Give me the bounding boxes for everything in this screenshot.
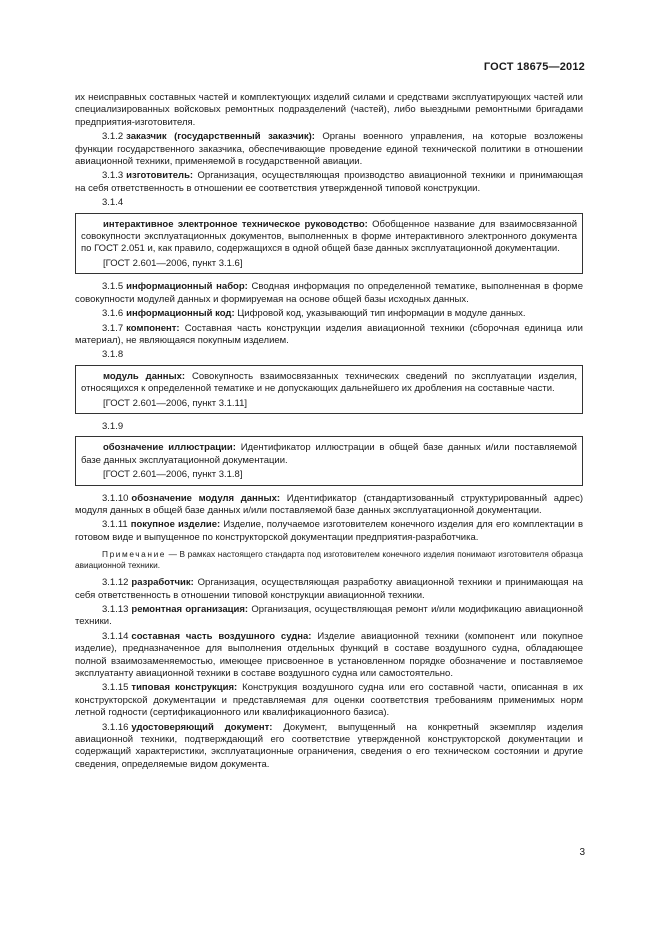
definition-text: Конструкция воздушного судна или его составной части, описанная в их конструкторской документации и представляемая для оценки соответствия требованиям применимых норм летной годности (сертификационного или квалификационного базиса).: [75, 682, 583, 719]
term: компонент:: [126, 322, 180, 334]
clause-number: 3.1.12: [102, 577, 129, 589]
clause-number: 3.1.16: [102, 721, 129, 733]
term: модуль данных:: [103, 370, 186, 382]
intro-paragraph: их неисправных составных частей и комплектующих изделий силами и средствами эксплуатирующих частей или специализированных войсковых ремонтных подразделений (частей), либо выездными ремонтными бригадами предприятия-изготовителя.: [75, 92, 583, 128]
term: составная часть воздушного судна:: [131, 630, 312, 642]
definition-text: Обобщенное название для взаимосвязанной совокупности эксплуатационных документов, выполненных в форме интерактивного электронного документа по ГОСТ 2.051 и, как правило, содержащихся в одной общей базе данных эксплуатационной документации.: [81, 218, 577, 255]
definition-3-1-8: [81, 371, 577, 396]
term: заказчик (государственный заказчик):: [126, 131, 315, 143]
definition-text: Организация, осуществляющая ремонт и/или модификацию авиационной техники.: [75, 604, 583, 628]
definition-text: Органы военного управления, на которые возложены функции государственного заказчика, обеспечивающие проведение единой технической политики в отношении авиационной техники, применяемой в государственной авиации.: [75, 131, 583, 168]
definition-text: Сводная информация по определенной тематике, выполненная в форме совокупности модулей данных и формируемая на основе общей базы исходных данных.: [75, 281, 583, 305]
clause-number-3-1-4: 3.1.4: [102, 197, 124, 209]
definition-text: Совокупность взаимосвязанных технических сведений по эксплуатации изделия, относящихся к определенной тематике и не допускающих дальнейшего их дробления на составные части.: [81, 370, 577, 395]
term: разработчик:: [131, 577, 194, 589]
term: изготовитель:: [126, 170, 194, 182]
term: удостоверяющий документ:: [131, 721, 273, 733]
clause-number: 3.1.2: [102, 131, 124, 143]
note: [75, 549, 583, 571]
definition-3-1-15: [75, 682, 583, 719]
note-text: — В рамках настоящего стандарта под изготовителем конечного изделия понимают изготовителя образца авиационной техники.: [75, 549, 583, 571]
clause-number: 3.1.5: [102, 281, 124, 293]
definition-text: Идентификатор иллюстрации в общей базе данных и/или поставляемой базе данных эксплуатационной документации.: [81, 442, 577, 466]
definition-box-3-1-8: [75, 365, 583, 414]
term: информационный код:: [126, 308, 235, 320]
term: типовая конструкция:: [131, 682, 238, 694]
reference: [ГОСТ 2.601—2006, пункт 3.1.6]: [103, 257, 243, 269]
definition-3-1-14: [75, 631, 583, 681]
reference: [ГОСТ 2.601—2006, пункт 3.1.8]: [103, 469, 243, 481]
page-number: 3: [579, 847, 585, 858]
clause-number: 3.1.6: [102, 308, 124, 320]
document-header: ГОСТ 18675—2012: [483, 61, 585, 73]
definition-3-1-6: [75, 308, 583, 320]
definition-3-1-5: [75, 281, 583, 306]
clause-number: 3.1.11: [102, 519, 128, 531]
definition-3-1-12: [75, 577, 583, 602]
term: покупное изделие:: [130, 519, 221, 531]
definition-3-1-10: [75, 493, 583, 518]
term: обозначение иллюстрации:: [103, 442, 236, 454]
clause-number: 3.1.13: [102, 604, 129, 615]
term: ремонтная организация:: [131, 604, 249, 615]
definition-text: Идентификатор (стандартизованный структурированный адрес) модуля данных в общей базе данных и/или поставляемой базе данных эксплуатационной документации.: [75, 492, 583, 516]
definition-box-3-1-9: [75, 436, 583, 485]
definition-box-3-1-4: [75, 213, 583, 275]
definition-text: Изделие, получаемое изготовителем конечного изделия для его комплектации в готовом виде и выпущенное по конструкторской документации предприятия-разработчика.: [75, 519, 583, 543]
definition-text: Составная часть конструкции изделия авиационной техники (сборочная единица или материал), не являющаяся покупным изделием.: [75, 322, 583, 346]
definition-3-1-13: [75, 604, 583, 629]
definition-3-1-4: [81, 219, 577, 256]
definition-3-1-7: [75, 323, 583, 348]
clause-number: 3.1.15: [102, 682, 129, 694]
definition-text: Изделие авиационной техники (компонент или покупное изделие), предназначенное для выполнения отдельных функций в составе воздушного судна, обладающее полной взаимозаменяемостью, имеющее присвоенное в установленном порядке обозначение и поставляемое эксплуатанту авиационной техники в составе воздушного судна или самостоятельно.: [75, 630, 583, 680]
clause-number: 3.1.10: [102, 492, 129, 504]
clause-number-3-1-9: 3.1.9: [102, 420, 124, 432]
definition-text: Организация, осуществляющая разработку авиационной техники и принимающая на себя ответственность в отношении типовой конструкции авиационной техники.: [75, 577, 583, 601]
clause-number-3-1-8: 3.1.8: [102, 349, 124, 361]
definition-3-1-2: [75, 131, 583, 168]
definition-3-1-3: [75, 170, 583, 195]
definition-3-1-16: [75, 722, 583, 772]
definition-3-1-9: [81, 442, 577, 467]
term: интерактивное электронное техническое руководство:: [103, 218, 368, 230]
reference: [ГОСТ 2.601—2006, пункт 3.1.11]: [103, 397, 248, 409]
definition-text: Документ, выпущенный на конкретный экземпляр изделия авиационной техники, подтверждающий его соответствие утвержденной конструкторской документации и содержащий характеристики, эксплуатационные ограничения, сведения о его техническом состоянии и другие сведения, определяемые видом документа.: [75, 721, 584, 770]
note-label: Примечание: [102, 549, 167, 560]
definition-text: Организация, осуществляющая производство авиационной техники и принимающая на себя ответственность в отношении ее соответствия утвержденной типовой конструкции.: [75, 170, 583, 194]
clause-number: 3.1.3: [102, 170, 124, 182]
clause-number: 3.1.7: [102, 322, 124, 334]
document-body: [75, 92, 583, 773]
definition-text: Цифровой код, указывающий тип информации в модуле данных.: [234, 308, 526, 320]
term: информационный набор:: [126, 281, 248, 293]
clause-number: 3.1.14: [102, 630, 129, 642]
term: обозначение модуля данных:: [131, 492, 281, 504]
definition-3-1-11: [75, 519, 583, 544]
